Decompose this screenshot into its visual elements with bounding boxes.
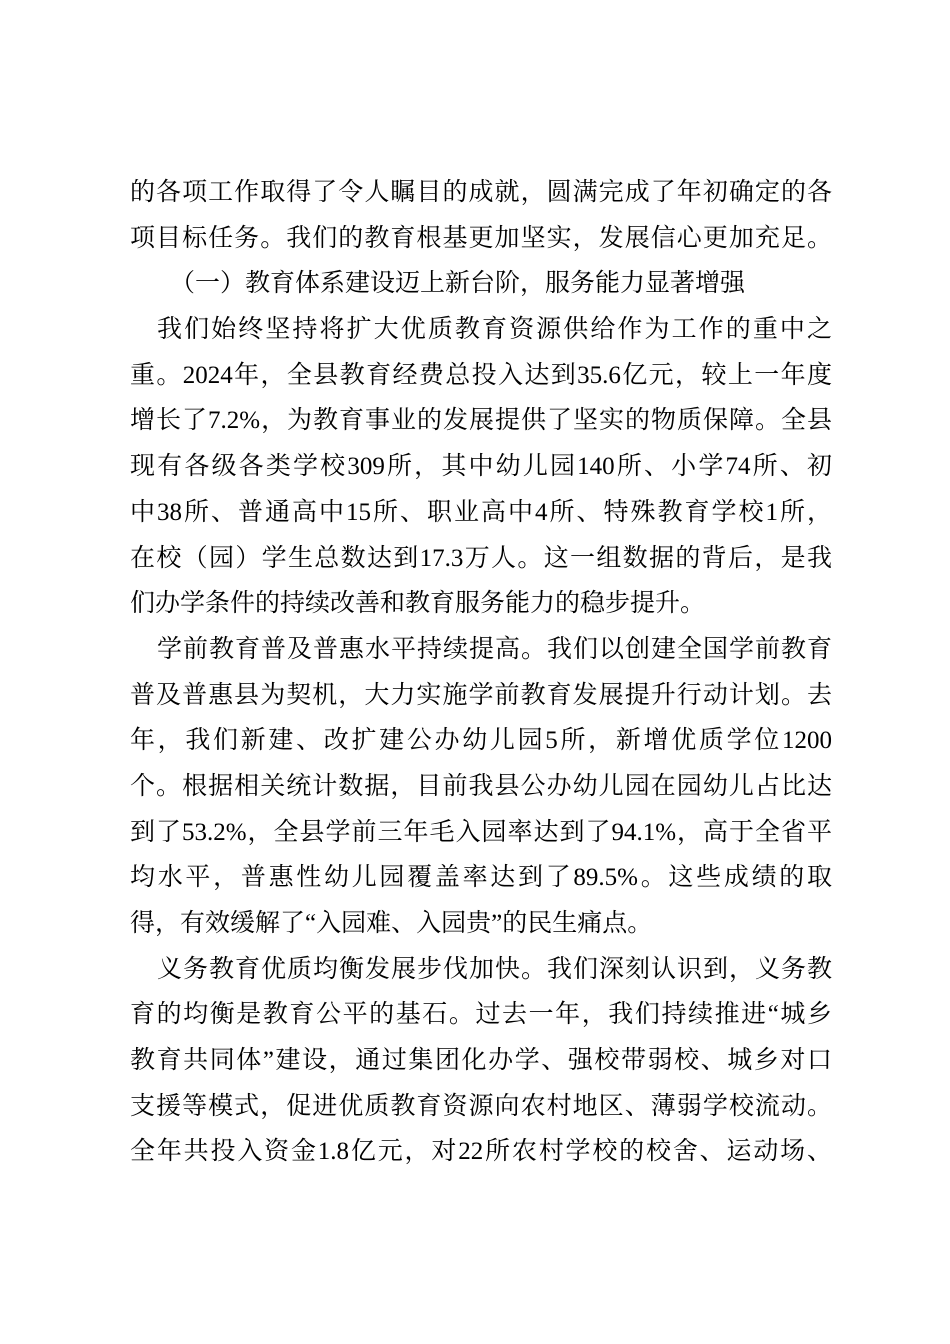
text-line: 均水平，普惠性幼儿园覆盖率达到了89.5%。这些成绩的取	[130, 864, 832, 892]
text-line: 中38所、普通高中15所、职业高中4所、特殊教育学校1所，	[130, 498, 832, 526]
text-line: 学前教育普及普惠水平持续提高。我们以创建全国学前教育	[157, 635, 832, 663]
text-line: 个。根据相关统计数据，目前我县公办幼儿园在园幼儿占比达	[130, 772, 832, 800]
text-line: 我们始终坚持将扩大优质教育资源供给作为工作的重中之	[157, 316, 832, 344]
text-line: 现有各级各类学校309所，其中幼儿园140所、小学74所、初	[130, 453, 832, 481]
document-body	[130, 170, 832, 1175]
text-line: 重。2024年，全县教育经费总投入达到35.6亿元，较上一年度	[130, 361, 832, 389]
text-line: 全年共投入资金1.8亿元，对22所农村学校的校舍、运动场、	[130, 1138, 832, 1166]
text-line: 们办学条件的持续改善和教育服务能力的稳步提升。	[130, 590, 706, 618]
text-line: 在校（园）学生总数达到17.3万人。这一组数据的背后，是我	[130, 544, 832, 572]
text-line: 得，有效缓解了“入园难、入园贵”的民生痛点。	[130, 910, 653, 937]
text-line: 年，我们新建、改扩建公办幼儿园5所，新增优质学位1200	[130, 727, 832, 755]
text-line: 到了53.2%，全县学前三年毛入园率达到了94.1%，高于全省平	[130, 818, 832, 846]
text-line: 支援等模式，促进优质教育资源向农村地区、薄弱学校流动。	[130, 1092, 832, 1120]
text-line: 教育共同体”建设，通过集团化办学、强校带弱校、城乡对口	[130, 1047, 832, 1075]
text-line: 项目标任务。我们的教育根基更加坚实，发展信心更加充足。	[130, 224, 832, 252]
text-line: 义务教育优质均衡发展步伐加快。我们深刻认识到，义务教	[157, 955, 832, 983]
section-heading: （一）教育体系建设迈上新台阶，服务能力显著增强	[170, 270, 746, 298]
text-line: 增长了7.2%，为教育事业的发展提供了坚实的物质保障。全县	[130, 407, 832, 435]
text-line: 育的均衡是教育公平的基石。过去一年，我们持续推进“城乡	[130, 1001, 832, 1029]
text-line: 的各项工作取得了令人瞩目的成就，圆满完成了年初确定的各	[130, 179, 832, 206]
text-line: 普及普惠县为契机，大力实施学前教育发展提升行动计划。去	[130, 681, 832, 709]
